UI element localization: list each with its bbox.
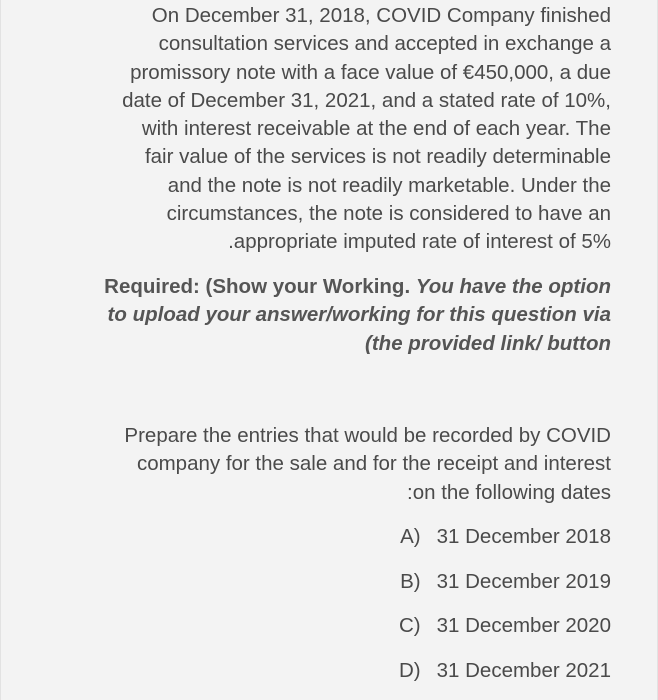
required-line-1 (41, 273, 611, 302)
scenario-line: .appropriate imputed rate of interest of 5% (228, 230, 611, 254)
option-text: 31 December 2020 (436, 614, 611, 638)
scenario-line: On December 31, 2018, COVID Company finished (151, 4, 611, 27)
option-text: 31 December 2019 (436, 569, 611, 593)
option-text: 31 December 2021 (436, 658, 611, 682)
question-content (41, 0, 611, 693)
required-label: Required: (Show your Working. (104, 274, 411, 298)
upload-option-text: (the provided link/ button (365, 331, 611, 355)
required-instructions (41, 273, 611, 359)
option-item-a (41, 515, 611, 560)
option-item-c (41, 604, 611, 649)
required-line-2 (41, 301, 611, 330)
option-letter: A) (400, 525, 421, 549)
option-text: 31 December 2018 (436, 525, 611, 549)
scenario-line: circumstances, the note is considered to have an (166, 202, 611, 226)
scenario-line: consultation services and accepted in exchange a (158, 32, 611, 56)
upload-option-text: You have the option (415, 274, 611, 298)
upload-option-text: to upload your answer/working for this question via (107, 303, 611, 327)
scenario-line: date of December 31, 2021, and a stated rate of 10%, (122, 88, 611, 112)
task-line: :on the following dates (407, 480, 611, 504)
scenario-line: and the note is not readily marketable. Under the (167, 173, 611, 197)
scenario-line: fair value of the services is not readily determinable (144, 145, 611, 169)
date-options-list (41, 515, 611, 693)
scenario-line: promissory note with a face value of €450,000, a due (130, 60, 611, 84)
option-item-b (41, 560, 611, 605)
scenario-paragraph (41, 0, 611, 257)
task-prompt (41, 422, 611, 507)
required-line-3 (41, 330, 611, 359)
task-line: Prepare the entries that would be recorded by COVID (124, 424, 611, 448)
option-letter: C) (398, 614, 421, 638)
option-letter: D) (398, 658, 421, 682)
option-letter: B) (400, 569, 421, 593)
scenario-line: with interest receivable at the end of each year. The (141, 117, 611, 141)
option-item-d (41, 649, 611, 694)
task-line: company for the sale and for the receipt and interest (136, 452, 611, 476)
